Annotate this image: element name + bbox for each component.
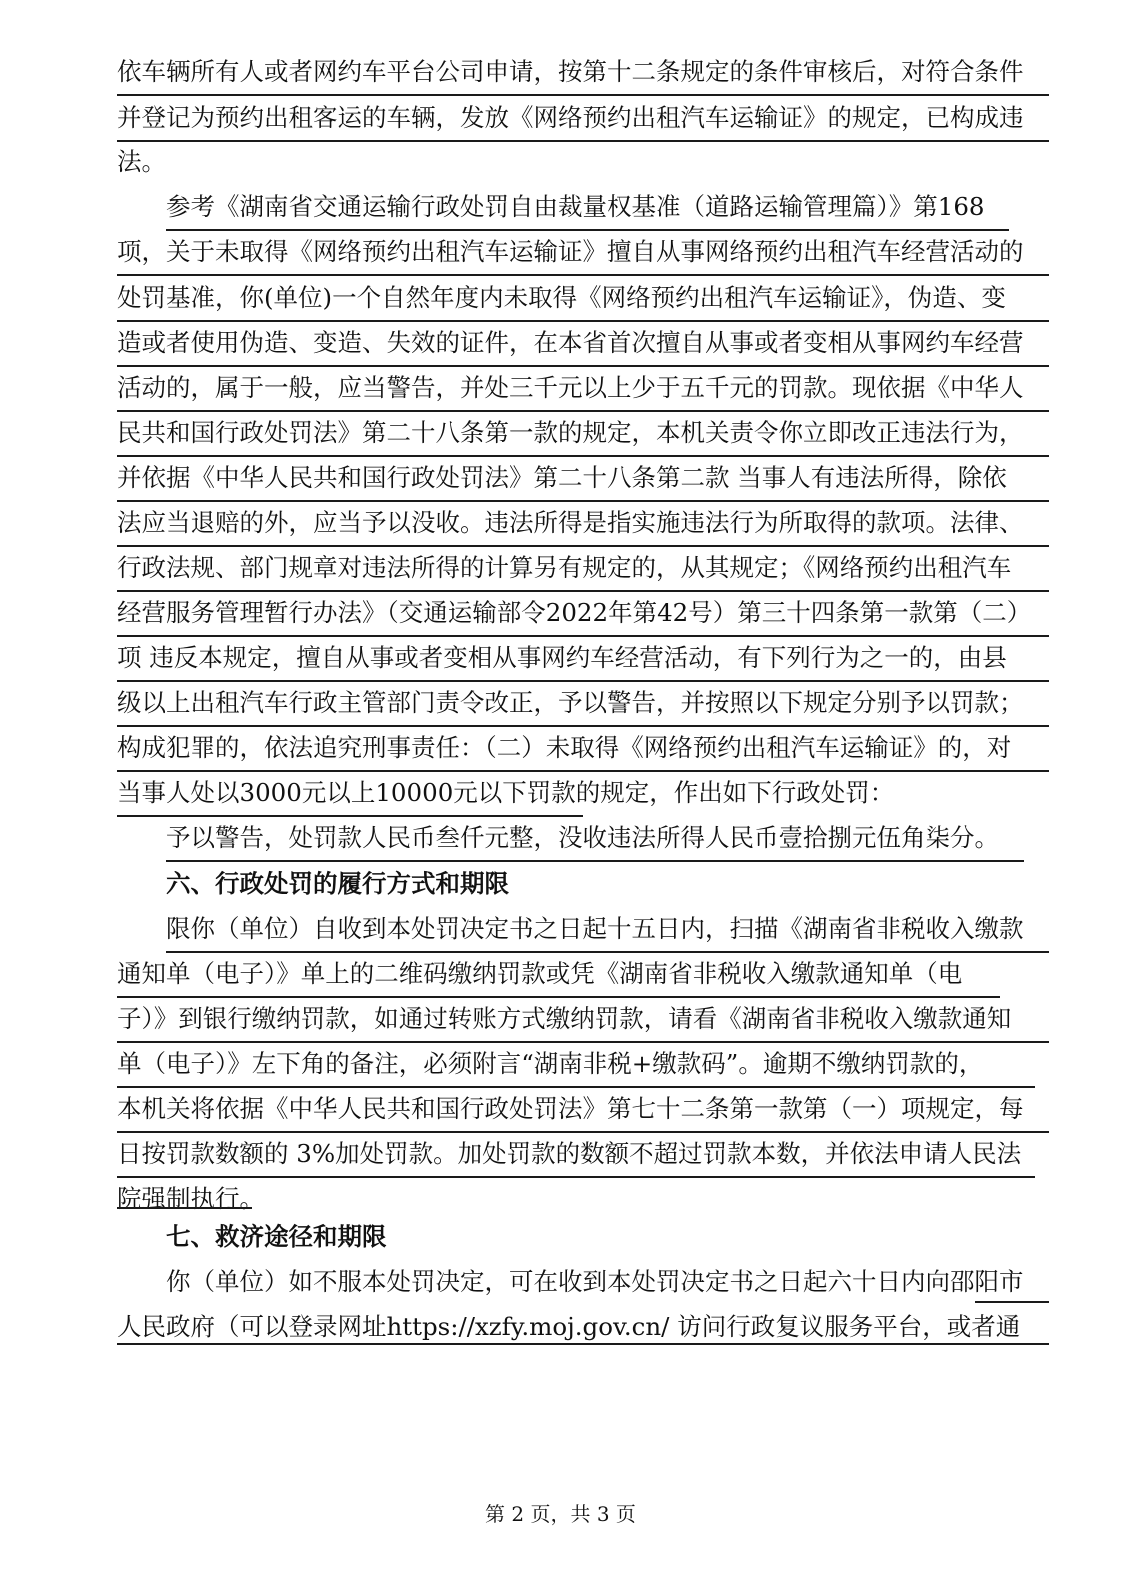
body-line: 你（单位）如不服本处罚决定，可在收到本处罚决定书之日起六十日内向邵阳市 bbox=[166, 1267, 1024, 1296]
body-line: 单（电子）》左下角的备注，必须附言“湖南非税+缴款码”。逾期不缴纳罚款的， bbox=[117, 1049, 984, 1078]
penalty-decision-line: 予以警告，处罚款人民币叁仟元整，没收违法所得人民币壹拾捌元伍角柒分。 bbox=[166, 823, 999, 852]
body-line: 处罚基准，你(单位)一个自然年度内未取得《网络预约出租汽车运输证》，伪造、变 bbox=[117, 283, 1006, 312]
body-line: 民共和国行政处罚法》第二十八条第一款的规定，本机关责令你立即改正违法行为， bbox=[117, 418, 1024, 447]
body-line: 本机关将依据《中华人民共和国行政处罚法》第七十二条第一款第（一）项规定，每 bbox=[117, 1094, 1024, 1123]
body-line: 子）》到银行缴纳罚款，如通过转账方式缴纳罚款，请看《湖南省非税收入缴款通知 bbox=[117, 1004, 1012, 1033]
body-line: 日按罚款数额的 3%加处罚款。加处罚款的数额不超过罚款本数，并依法申请人民法 bbox=[117, 1139, 1022, 1168]
body-line: 并依据《中华人民共和国行政处罚法》第二十八条第二款 当事人有违法所得，除依 bbox=[117, 463, 1007, 492]
body-line: 级以上出租汽车行政主管部门责令改正，予以警告，并按照以下规定分别予以罚款； bbox=[117, 688, 1024, 717]
body-line: 法。 bbox=[117, 147, 166, 176]
underline bbox=[975, 1301, 1049, 1303]
body-line: 院强制执行。 bbox=[117, 1184, 264, 1213]
body-line: 经营服务管理暂行办法》（交通运输部令2022年第42号）第三十四条第一款第（二） bbox=[117, 598, 1032, 627]
body-line: 构成犯罪的，依法追究刑事责任：（二）未取得《网络预约出租汽车运输证》的，对 bbox=[117, 733, 1012, 762]
body-line: 并登记为预约出租客运的车辆，发放《网络预约出租汽车运输证》的规定，已构成违 bbox=[117, 103, 1024, 132]
body-line: 项，关于未取得《网络预约出租汽车运输证》擅自从事网络预约出租汽车经营活动的 bbox=[117, 237, 1024, 266]
body-line: 法应当退赔的外，应当予以没收。违法所得是指实施违法行为所取得的款项。法律、 bbox=[117, 508, 1024, 537]
underline bbox=[117, 1207, 252, 1209]
underline bbox=[117, 1343, 1049, 1345]
body-line: 参考《湖南省交通运输行政处罚自由裁量权基准（道路运输管理篇）》第168 bbox=[166, 192, 985, 221]
body-line: 造或者使用伪造、变造、失效的证件，在本省首次擅自从事或者变相从事网约车经营 bbox=[117, 328, 1024, 357]
body-line: 通知单（电子）》单上的二维码缴纳罚款或凭《湖南省非税收入缴款通知单（电 bbox=[117, 959, 963, 988]
body-line: 活动的，属于一般，应当警告，并处三千元以上少于五千元的罚款。现依据《中华人 bbox=[117, 373, 1024, 402]
body-line: 行政法规、部门规章对违法所得的计算另有规定的，从其规定；《网络预约出租汽车 bbox=[117, 553, 1012, 582]
body-line: 项 违反本规定，擅自从事或者变相从事网约车经营活动，有下列行为之一的，由县 bbox=[117, 643, 1007, 672]
body-line: 当事人处以3000元以上10000元以下罚款的规定，作出如下行政处罚： bbox=[117, 778, 895, 807]
section-heading-seven: 七、救济途径和期限 bbox=[166, 1222, 387, 1251]
body-line: 依车辆所有人或者网约车平台公司申请，按第十二条规定的条件审核后，对符合条件 bbox=[117, 57, 1024, 86]
body-line: 限你（单位）自收到本处罚决定书之日起十五日内，扫描《湖南省非税收入缴款 bbox=[166, 914, 1024, 943]
section-heading-six: 六、行政处罚的履行方式和期限 bbox=[166, 869, 509, 898]
page-footer: 第 2 页，共 3 页 bbox=[485, 1502, 636, 1526]
body-line: 人民政府（可以登录网址https://xzfy.moj.gov.cn/ 访问行政复议服务平台，或者通 bbox=[117, 1312, 1021, 1341]
underline bbox=[117, 140, 1049, 142]
